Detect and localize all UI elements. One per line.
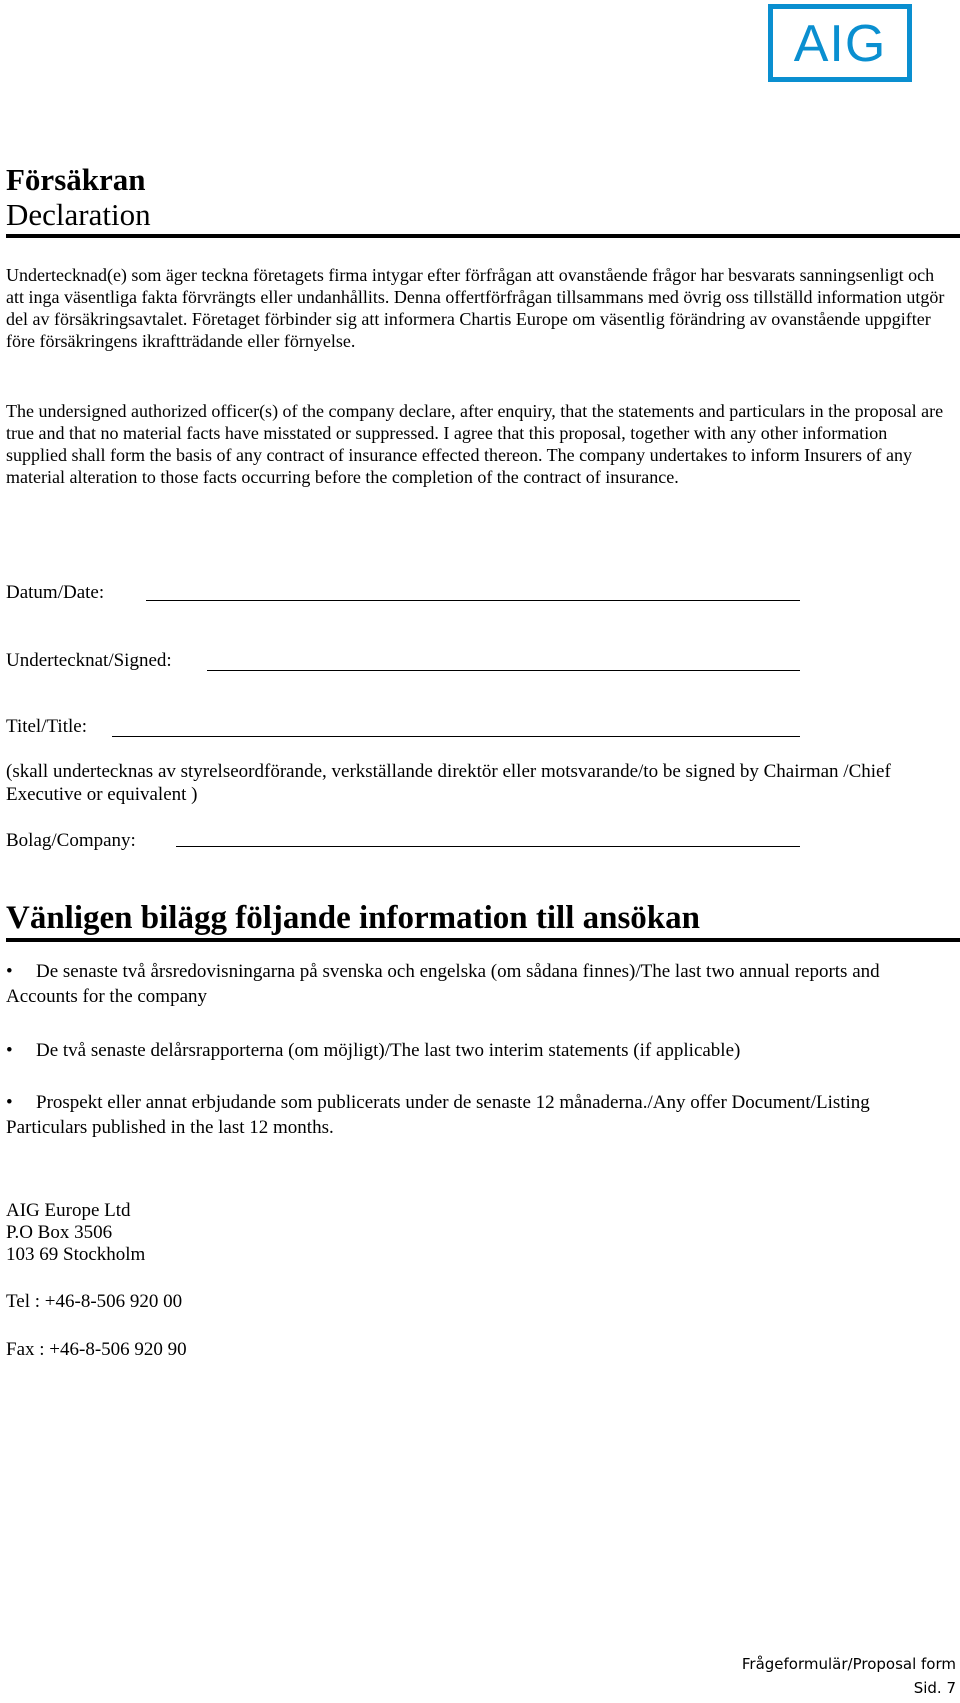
title-signature-line[interactable]: [112, 736, 800, 737]
attachment-item-text: Prospekt eller annat erbjudande som publicerats under de senaste 12 månaderna./Any offer Document/Listing Particulars published in the last 12 months.: [6, 1092, 870, 1138]
attachment-item: [6, 1090, 906, 1140]
address-fax: Fax : +46-8-506 920 90: [6, 1339, 187, 1360]
date-field[interactable]: [6, 581, 104, 605]
attachments-divider: [6, 938, 960, 942]
heading-divider: [6, 234, 960, 238]
attachment-item-text: De två senaste delårsrapporterna (om möjligt)/The last two interim statements (if applicable): [36, 1040, 741, 1061]
address-city: 103 69 Stockholm: [6, 1244, 146, 1265]
bullet-icon: •: [6, 1040, 13, 1061]
address-box: P.O Box 3506: [6, 1222, 113, 1243]
heading-english: Declaration: [6, 197, 151, 232]
declaration-swedish: Undertecknad(e) som äger teckna företagets firma intygar efter förfrågan att ovanstående frågor har besvarats sanningsenligt och att inga väsentliga fakta förvrängts eller undanhållits. Denna offertförfrågan tillsammans med övrig oss tillställd information utgör del av försäkringsavtalet. Företaget förbinder sig att informera Chartis Europe om väsentlig förändring av ovanstående uppgifter före försäkringens ikraftträdande eller förnyelse.: [6, 265, 945, 351]
heading-swedish: Försäkran: [6, 162, 146, 197]
attachment-item: [6, 1038, 906, 1063]
title-field[interactable]: [6, 715, 87, 739]
company-signature-line[interactable]: [176, 846, 800, 847]
signed-signature-line[interactable]: [207, 670, 800, 671]
attachment-item: [6, 959, 906, 1009]
bullet-icon: •: [6, 961, 13, 982]
signed-field[interactable]: [6, 649, 172, 673]
company-field[interactable]: [6, 829, 136, 853]
date-signature-line[interactable]: [146, 600, 800, 601]
signatory-note: (skall undertecknas av styrelseordförande, verkställande direktör eller motsvarande/to be signed by Chairman /Chief Executive or equivalent ): [6, 761, 891, 805]
footer-page-number: Sid. 7: [913, 1679, 956, 1697]
attachments-heading: Vänligen bilägg följande information till ansökan: [6, 900, 701, 936]
footer-form-name: Frågeformulär/Proposal form: [741, 1655, 956, 1673]
date-label: Datum/Date:: [6, 582, 105, 603]
attachment-item-text: De senaste två årsredovisningarna på svenska och engelska (om sådana finnes)/The last two annual reports and Accounts for the company: [6, 961, 880, 1007]
aig-logo: [768, 4, 912, 82]
address-tel: Tel : +46-8-506 920 00: [6, 1291, 183, 1312]
aig-logo-text: AIG: [793, 15, 887, 73]
title-label: Titel/Title:: [6, 716, 87, 737]
company-label: Bolag/Company:: [6, 830, 136, 851]
bullet-icon: •: [6, 1092, 13, 1113]
address-company: AIG Europe Ltd: [6, 1200, 131, 1221]
signed-label: Undertecknat/Signed:: [6, 650, 172, 671]
declaration-english: The undersigned authorized officer(s) of the company declare, after enquiry, that the statements and particulars in the proposal are true and that no material facts have misstated or suppressed. I agree that this proposal, together with any other information supplied shall form the basis of any contract of insurance effected thereon. The company undertakes to inform Insurers of any material alteration to those facts occurring before the completion of the contract of insurance.: [6, 401, 944, 487]
